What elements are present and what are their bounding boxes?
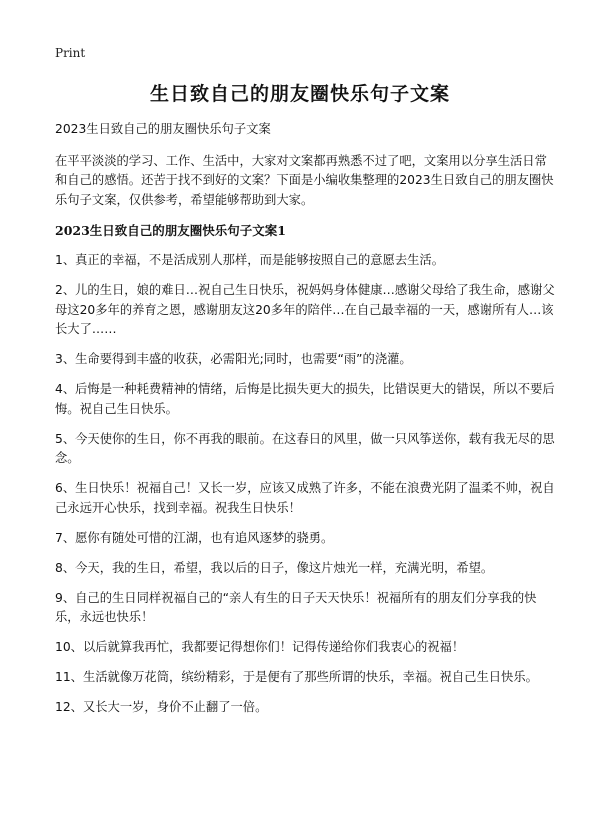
document-body [55,120,555,728]
list-item: 8、今天，我的生日，希望，我以后的日子，像这片烛光一样，充满光明，希望。 [55,560,494,575]
list-item: 11、生活就像万花筒，缤纷精彩，于是便有了那些所谓的快乐，幸福。祝自己生日快乐。 [55,670,538,684]
list-item: 5、今天使你的生日，你不再我的眼前。在这春日的风里，做一只风筝送你，载有我无尽的思念。 [55,431,555,465]
section-heading: 2023生日致自己的朋友圈快乐句子文案1 [55,222,286,238]
list-item: 10、以后就算我再忙，我都要记得想你们！记得传递给你们我衷心的祝福！ [55,640,465,654]
list-item: 6、生日快乐！祝福自己！又长一岁，应该又成熟了许多，不能在浪费光阴了温柔不帅，祝自己永远开心快乐，找到幸福。祝我生日快乐！ [55,481,555,515]
page-title: 生日致自己的朋友圈快乐句子文案 [149,83,450,105]
list-item: 12、又长大一岁，身价不止翻了一倍。 [55,700,268,714]
print-link[interactable]: Print [55,46,86,60]
list-item: 2、儿的生日，娘的难日…祝自己生日快乐，祝妈妈身体健康…感谢父母给了我生命，感谢父母这20多年的养育之恩，感谢朋友这20多年的陪伴…在自己最幸福的一天，感谢所有人…该长大了…… [55,283,555,336]
list-item: 9、自己的生日同样祝福自己的“亲人有生的日子天天快乐！祝福所有的朋友们分享我的快乐，永远也快乐！ [55,590,537,624]
list-item: 7、愿你有随处可惜的江湖，也有追风逐梦的骁勇。 [55,530,334,545]
list-item: 4、后悔是一种耗费精神的情绪，后悔是比损失更大的损失，比错误更大的错误，所以不要后悔。祝自己生日快乐。 [55,382,555,416]
document-subtitle: 2023生日致自己的朋友圈快乐句子文案 [55,122,271,136]
list-item: 3、生命要得到丰盛的收获，必需阳光;同时，也需要“雨”的浇灌。 [55,352,412,366]
intro-paragraph: 在平平淡淡的学习、工作、生活中，大家对文案都再熟悉不过了吧，文案用以分享生活日常和自己的感悟。还苦于找不到好的文案？下面是小编收集整理的2023生日致自己的朋友圈快乐句子文案，仅供参考，希望能够帮助到大家。 [55,153,554,207]
list-item: 1、真正的幸福，不是活成别人那样，而是能够按照自己的意愿去生活。 [55,253,445,267]
